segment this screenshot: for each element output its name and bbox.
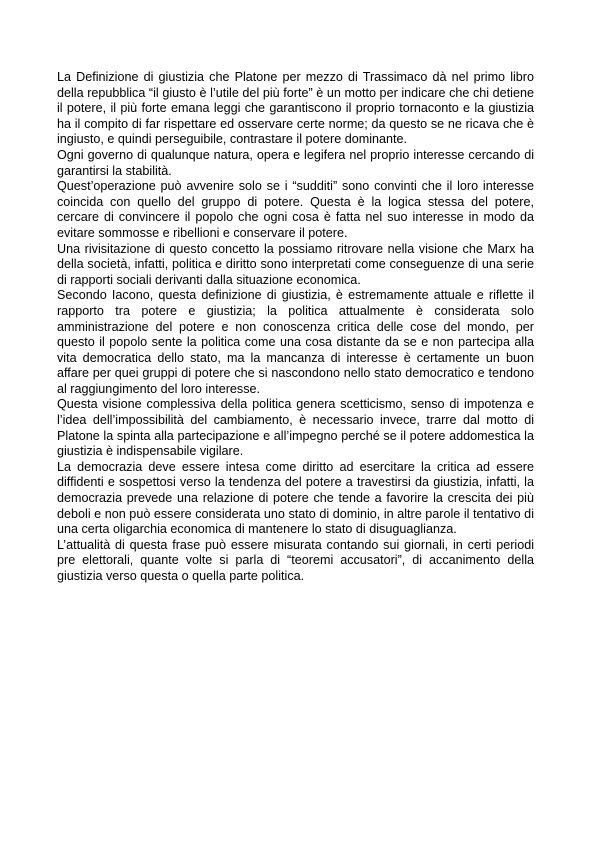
paragraph-iacono: Secondo Iacono, questa definizione di giustizia, è estremamente attuale e riflette il rapporto tra potere e giustizia; la politica attualmente è considerata solo amministrazione del potere e non conoscenza critica delle cose del mondo, per questo il popolo sente la politica come una cosa distante da se e non partecipa alla vita democratica dello stato, ma la mancanza di interesse è certamente un buon affare per quei gruppi di potere che si nascondono nello stato democratico e tendono al raggiungimento del loro interesse. (57, 288, 534, 396)
paragraph-attualita: L’attualità di questa frase può essere misurata contando sui giornali, in certi periodi pre elettorali, quante volte si parla di “teoremi accusatori”, di accanimento della giustizia verso questa o quella parte politica. (57, 537, 534, 583)
paragraph-ogni-governo: Ogni governo di qualunque natura, opera e legifera nel proprio interesse cercando di garantirsi la stabilità. (57, 147, 534, 178)
paragraph-scetticismo: Questa visione complessiva della politica genera scetticismo, senso di impotenza e l’idea dell’impossibilità del cambiamento, è necessario invece, trarre dal motto di Platone la spinta alla partecipazione e all’impegno perché se il potere addomestica la giustizia è indispensabile vigilare. (57, 397, 534, 459)
document-body (57, 70, 534, 585)
paragraph-platone-definizione: La Definizione di giustizia che Platone per mezzo di Trassimaco dà nel primo libro della repubblica “il giusto è l’utile del più forte” è un motto per indicare che chi detiene il potere, il più forte emana leggi che garantiscono il proprio tornaconto e la giustizia ha il compito di far rispettare ed osservare certe norme; da questo se ne ricava che è ingiusto, e quindi perseguibile, contrastare il potere dominante. (57, 70, 534, 147)
paragraph-democrazia: La democrazia deve essere intesa come diritto ad esercitare la critica ad essere diffidenti e sospettosi verso la tendenza del potere a travestirsi da giustizia, infatti, la democrazia prevede una relazione di potere che tende a favorire la crescita dei più deboli e non può essere considerata uno stato di dominio, in altre parole il tentativo di una certa oligarchia economica di mantenere lo stato di disuguaglianza. (57, 459, 534, 537)
paragraph-sudditi: Quest’operazione può avvenire solo se i “sudditi” sono convinti che il loro interesse coincida con quello del gruppo di potere. Questa è la logica stessa del potere, cercare di convincere il popolo che ogni cosa è fatta nel suo interesse in modo da evitare sommosse e ribellioni e conservare il potere. (57, 179, 534, 240)
paragraph-marx: Una rivisitazione di questo concetto la possiamo ritrovare nella visione che Marx ha della società, infatti, politica e diritto sono interpretati come conseguenze di una serie di rapporti sociali derivanti dalla situazione economica. (57, 241, 534, 287)
